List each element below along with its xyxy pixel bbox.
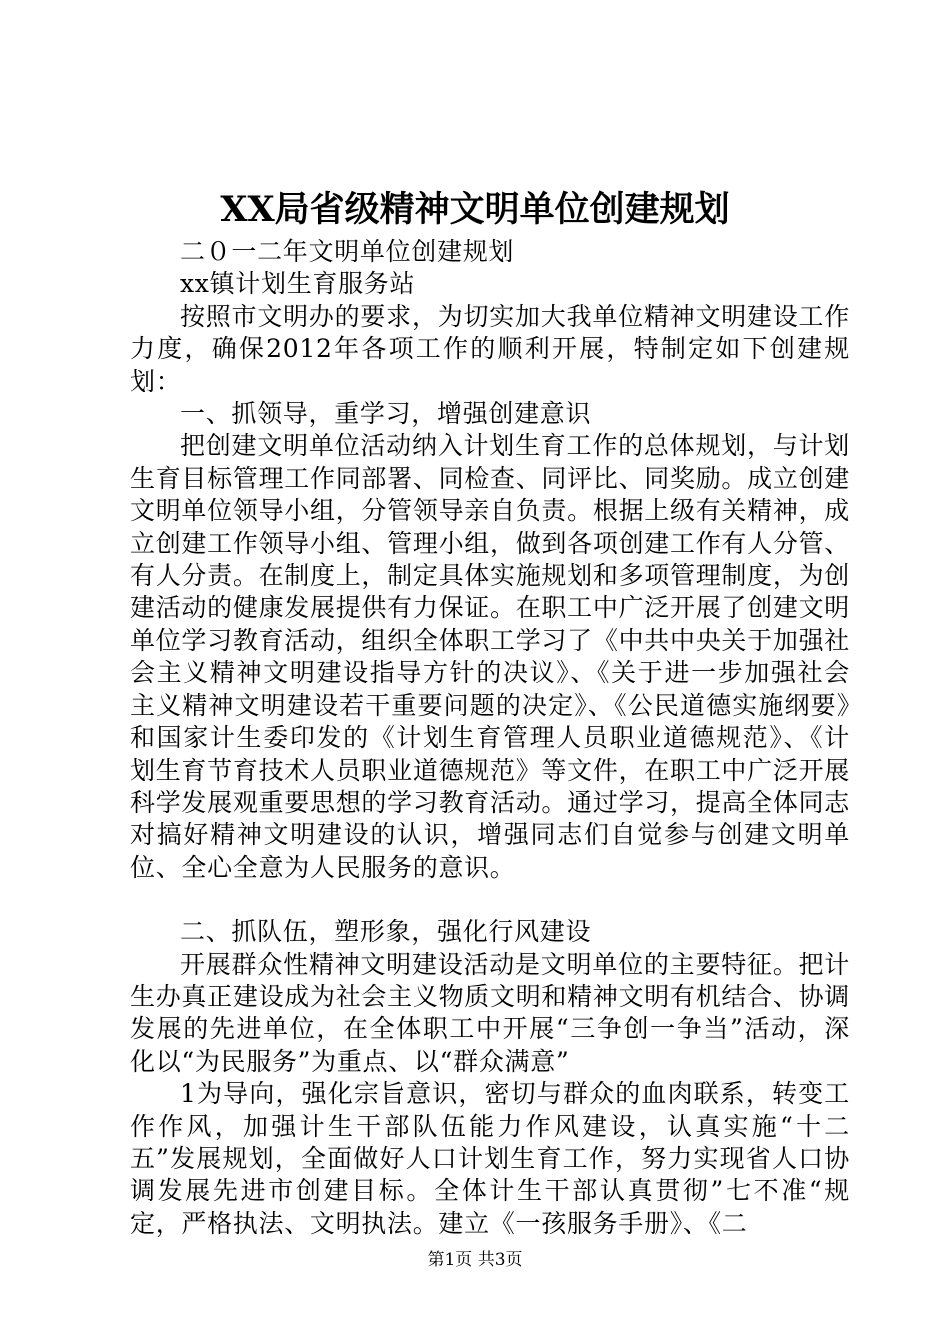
intro-paragraph: 按照市文明办的要求，为切实加大我单位精神文明建设工作力度，确保2012年各项工作的顺利开展，特制定如下创建规划：	[130, 301, 850, 396]
document-body	[130, 236, 850, 1240]
section-heading-2: 二、抓队伍，塑形象，强化行风建设	[180, 917, 592, 947]
document-title: XX局省级精神文明单位创建规划	[220, 189, 730, 230]
section-heading-1: 一、抓领导，重学习，增强创建意识	[180, 399, 592, 429]
section-2-continuation: 1为导向，强化宗旨意识，密切与群众的血肉联系，转变工作作风，加强计生干部队伍能力作风建设，认真实施“十二五”发展规划，全面做好人口计划生育工作，努力实现省人口协调发展先进市创建目标。全体计生干部认真贯彻”七不准“规定，严格执法、文明执法。建立《一孩服务手册》、《二	[130, 1079, 850, 1238]
subtitle-organization: xx镇计划生育服务站	[180, 269, 416, 299]
subtitle-year-plan: 二０一二年文明单位创建规划	[180, 237, 515, 266]
section-1-paragraph: 把创建文明单位活动纳入计划生育工作的总体规划，与计划生育目标管理工作同部署、同检查、同评比、同奖励。成立创建文明单位领导小组，分管领导亲自负责。根据上级有关精神，成立创建工作领导小组、管理小组，做到各项创建工作有人分管、有人分责。在制度上，制定具体实施规划和多项管理制度，为创建活动的健康发展提供有力保证。在职工中广泛开展了创建文明单位学习教育活动，组织全体职工学习了《中共中央关于加强社会主义精神文明建设指导方针的决议》、《关于进一步加强社会主义精神文明建设若干重要问题的决定》、《公民道德实施纲要》和国家计生委印发的《计划生育管理人员职业道德规范》、《计划生育节育技术人员职业道德规范》等文件，在职工中广泛开展科学发展观重要思想的学习教育活动。通过学习，提高全体同志对搞好精神文明建设的认识，增强同志们自觉参与创建文明单位、全心全意为人民服务的意识。	[130, 431, 850, 882]
page-number-footer: 第1页 共3页	[427, 1250, 523, 1270]
section-2-paragraph: 开展群众性精神文明建设活动是文明单位的主要特征。把计生办真正建设成为社会主义物质文明和精神文明有机结合、协调发展的先进单位，在全体职工中开展“三争创一争当”活动，深化以“为民服务”为重点、以“群众满意”	[130, 949, 850, 1076]
